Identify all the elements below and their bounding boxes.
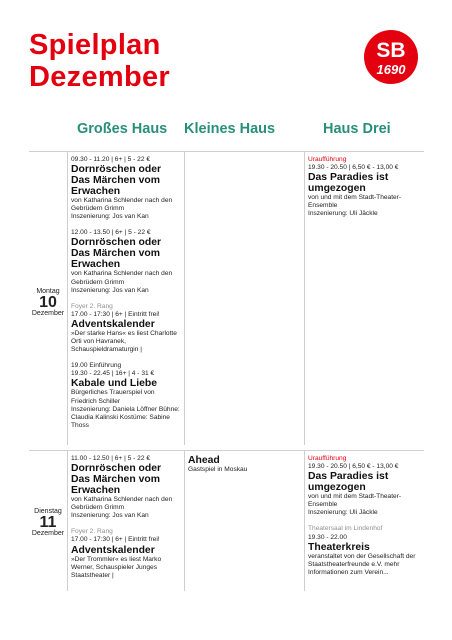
event-detail: veranstaltet von der Gesellschaft der Staatstheaterfreunde e.V. mehr Informationen zum Verein... (308, 552, 416, 576)
event-venue: Theatersaal im Lindenhof (308, 525, 383, 533)
event-detail: Inszenierung: Uli Jäckle (308, 509, 378, 517)
day-number: 10 (39, 294, 57, 311)
event-detail: von Katharina Schlender nach den Gebrüdern Grimm (71, 197, 173, 213)
event-info: 19.30 - 22.45 | 16+ | 4 - 31 € (71, 370, 155, 378)
event-label: Uraufführung (308, 156, 347, 163)
event-info: 12.00 - 13.50 | 6+ | 5 - 22 € (71, 229, 151, 237)
column-header-grosses-haus: Großes Haus (77, 121, 168, 137)
event-detail: Bürgerliches Trauerspiel von Friedrich Schiller (71, 389, 155, 405)
event-detail: von Katharina Schlender nach den Gebrüdern Grimm (71, 270, 173, 286)
event-pre-info: 19.00 Einführung (71, 362, 122, 370)
event-title[interactable]: Das Paradies ist umgezogen (308, 172, 389, 195)
event-detail: von und mit dem Stadt-Theater-Ensemble (308, 194, 402, 210)
event-info: 19.30 - 20.50 | 6,50 € - 13,00 € (308, 164, 399, 172)
column-separator (184, 152, 185, 445)
day11-haus-drei-cell (308, 455, 420, 577)
day11-grosses-haus-cell (71, 455, 181, 580)
logo-text-1: SB (376, 39, 406, 62)
event-info: 11.00 - 12.50 | 6+ | 5 - 22 € (71, 455, 151, 462)
day-divider (29, 450, 424, 451)
date-box-day-11 (29, 508, 67, 537)
event-detail: Inszenierung: Jos van Kan (71, 512, 149, 520)
sb-logo (364, 30, 418, 84)
event-info: 17.00 - 17:30 | 6+ | Eintritt frei! (71, 536, 160, 544)
month: Dezember (31, 310, 65, 317)
event-detail: von und mit dem Stadt-Theater-Ensemble (308, 493, 402, 509)
event-info: 19.30 - 20.50 | 6,50 € - 13,00 € (308, 463, 399, 471)
day11-kleines-haus-cell (188, 455, 300, 474)
event-title[interactable]: Kabale und Liebe (71, 378, 158, 390)
event-title[interactable]: Ahead (188, 455, 220, 466)
event-title[interactable]: Dornröschen oder Das Märchen vom Erwachen (71, 164, 162, 198)
event-info: 09.30 - 11.20 | 6+ | 5 - 22 € (71, 156, 151, 163)
event-detail: Inszenierung: Uli Jäckle (308, 210, 378, 218)
page-title (29, 29, 170, 93)
event-detail: Gastspiel in Moskau (188, 466, 248, 473)
month: Dezember (31, 530, 65, 537)
weekday: Dienstag (34, 508, 62, 515)
event-title[interactable]: Theaterkreis (308, 541, 370, 553)
weekday: Montag (36, 288, 60, 295)
column-separator (184, 451, 185, 591)
day10-grosses-haus-cell (71, 156, 181, 430)
event-label: Uraufführung (308, 455, 347, 462)
date-box-day-10 (29, 288, 67, 317)
title-line-1: Spielplan (29, 29, 161, 61)
event-detail: Inszenierung: Daniela Löffner Bühne: Claudia Kalinski Kostüme: Sabine Thoss (71, 405, 180, 429)
event-title[interactable]: Dornröschen oder Das Märchen vom Erwachen (71, 463, 162, 497)
event-detail: Inszenierung: Jos van Kan (71, 286, 149, 294)
column-separator (67, 451, 68, 591)
event-venue: Foyer 2. Rang (71, 302, 113, 310)
event-detail: Inszenierung: Jos van Kan (71, 213, 149, 221)
column-separator (304, 152, 305, 445)
event-venue: Foyer 2. Rang (71, 528, 113, 536)
event-title[interactable]: Dornröschen oder Das Märchen vom Erwachen (71, 237, 162, 271)
column-header-haus-drei: Haus Drei (323, 121, 391, 137)
event-title[interactable]: Das Paradies ist umgezogen (308, 471, 389, 494)
title-line-2: Dezember (29, 61, 171, 93)
column-header-kleines-haus: Kleines Haus (184, 121, 276, 137)
day10-haus-drei-cell (308, 156, 420, 218)
logo-text-2: 1690 (376, 62, 406, 77)
event-title[interactable]: Adventskalender (71, 544, 155, 556)
column-separator (304, 451, 305, 591)
event-detail: »Der Trommler« es liest Marko Werner, Schauspieler Junges Staatstheater | (71, 555, 162, 579)
event-info: 17.00 - 17:30 | 6+ | Eintritt frei! (71, 310, 160, 318)
event-detail: von Katharina Schlender nach den Gebrüdern Grimm (71, 496, 173, 512)
column-separator (67, 152, 68, 445)
day-number: 11 (39, 514, 57, 531)
event-detail: »Der starke Hans« es liest Charlotte Orti von Havranek, Schauspieldramaturgin | (71, 329, 177, 354)
event-title[interactable]: Adventskalender (71, 318, 155, 330)
header-divider (29, 151, 424, 152)
event-info: 19.30 - 22.00 (308, 533, 347, 541)
